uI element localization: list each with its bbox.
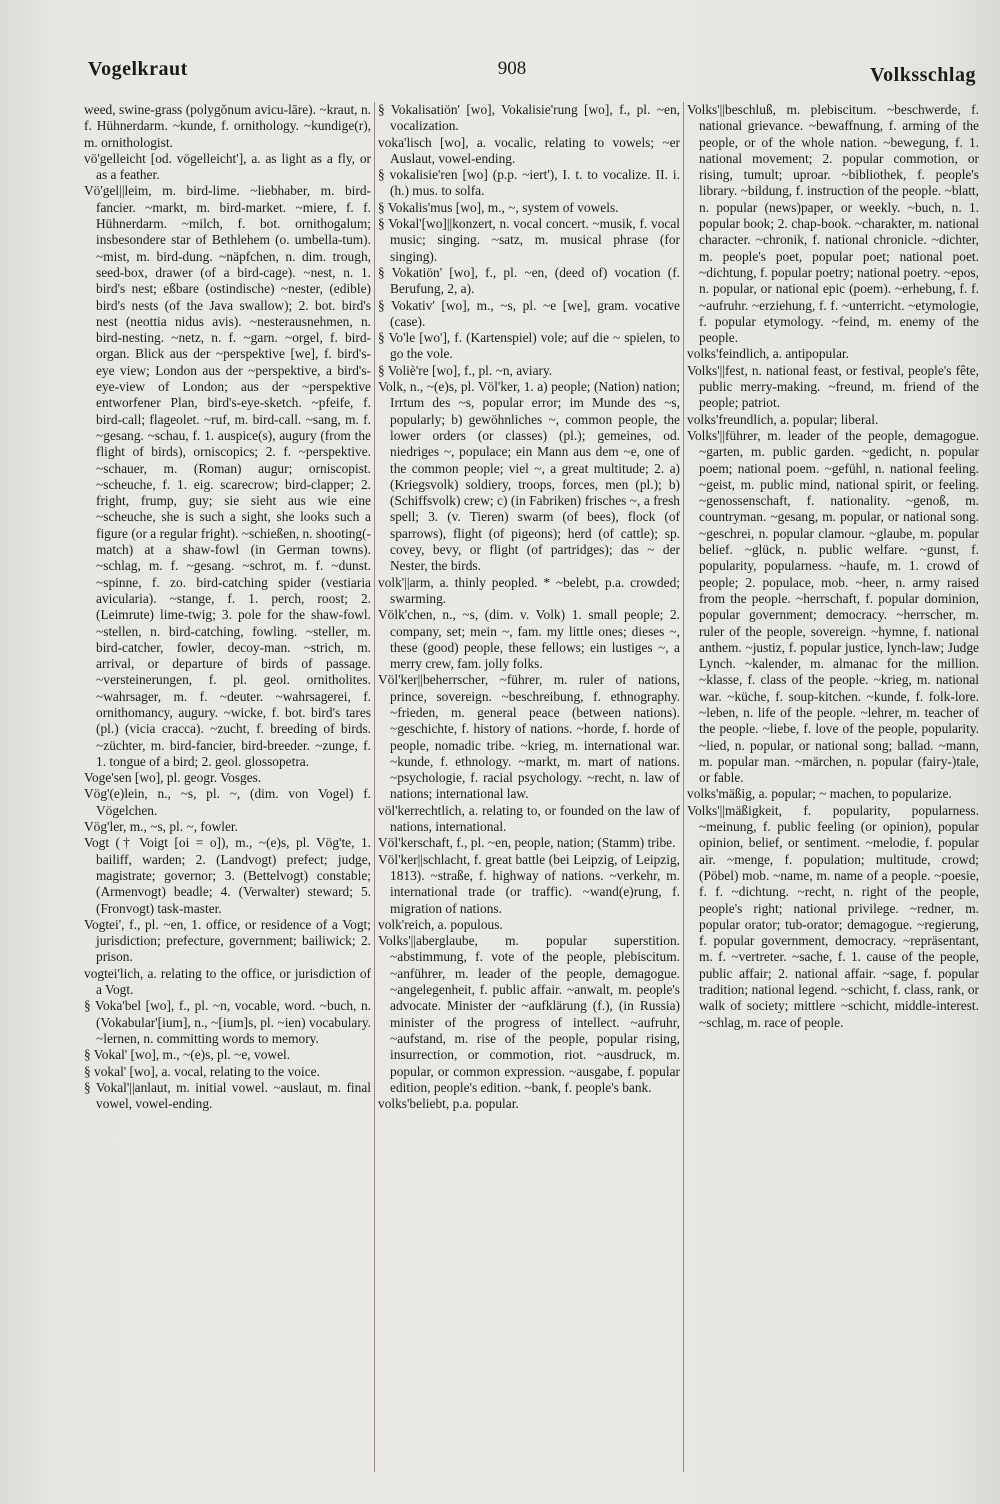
dictionary-entry: § Vokal'||anlaut, m. initial vowel. ~auslaut, m. final vowel, vowel-ending. [84, 1079, 371, 1112]
dictionary-entry: voka'lisch [wo], a. vocalic, relating to vowels; ~er Auslaut, vowel-ending. [378, 134, 680, 166]
dictionary-entry: volk'||arm, a. thinly peopled. * ~belebt, p.a. crowded; swarming. [378, 574, 680, 606]
running-head-right: Volksschlag [870, 64, 976, 86]
dictionary-entry: Vög'ler, m., ~s, pl. ~, fowler. [84, 819, 238, 835]
dictionary-entry: Vogtei', f., pl. ~en, 1. office, or residence of a Vogt; jurisdiction; prefecture, government; bailiwick; 2. prison. [84, 916, 371, 965]
dictionary-entry: volks'beliebt, p.a. popular. [378, 1096, 519, 1112]
page-number: 908 [497, 58, 527, 79]
dictionary-entry: volks'freundlich, a. popular; liberal. [687, 411, 879, 427]
dictionary-entry: § Vokal'[wo]||konzert, n. vocal concert. ~musik, f. vocal music; singing. ~satz, m. musical phrase (for singing). [378, 216, 680, 264]
dictionary-entry: Vö'gel||leim, m. bird-lime. ~liebhaber, m. bird-fancier. ~markt, m. bird-market. ~miere, f. f. Hühnerdarm. ~milch, f. bot. ornithogalum; insbesondere star of Bethlehem (o. umbella-tum). ~mist, m. bird-dung. ~näpfchen, n. dim. trough, seed-box, drawer (of a bird-cage). ~nest, n. 1. bird's nest; eßbare (ostindische) ~nester, (edible) bird's nests (of the Java swallow); 2. bot. bird's nest (neottia nidus avis). ~nesterausnehmen, n. bird-nesting. ~netz, n. f. ~garn. ~orgel, f. bird-organ. Blick aus der ~perspektive [we], f. bird's-eye view; London aus der ~perspektive, a bird's-eye-view of London; aus der ~perspektive entworfener Plan, bird's-eye-sketch. ~pfeife, f. bird-call; flageolet. ~ruf, m. bird-call. ~sang, m. f. ~gesang. ~schau, f. 1. auspice(s), augury (from the flight of birds), orniscopics; 2. f. ~perspektive. ~schauer, m. (Roman) augur; orniscopist. ~scheuche, f. 1. eig. scarecrow; bird-clapper; 2. fright, frump, guy; sie sieht aus wie eine ~scheuche, she is such a sight, she looks such a figure (or a regular fright). ~schießen, n. shooting(-match) at a shaw-fowl (in German towns). ~schlag, m. f. ~gesang. ~schrot, m. f. ~dunst. ~spinne, f. zo. bird-catching spider (vestiaria avicularia). ~stange, f. 1. perch, roost; 2. (Leimrute) lime-twig; 3. pole for the shaw-fowl. ~stellen, n. bird-catching, fowling. ~steller, m. bird-catcher, fowler, decoy-man. ~strich, m. arrival, or departure of birds of passage. ~versteinerungen, f. pl. geol. ornitholites. ~wahrsager, m. f. ~deuter. ~wahrsagerei, f. ornithomancy, augury. ~wicke, f. bot. bird's tares (pl.) (vicia cracca). ~zucht, f. breeding of birds. ~züchter, m. bird-fancier, bird-breeder. ~zunge, f. 1. tongue of a bird; 2. geol. glossopetra. [84, 183, 371, 769]
dictionary-entry: § Voliè're [wo], f., pl. ~n, aviary. [378, 362, 553, 378]
column-1 [84, 102, 371, 1472]
dictionary-entry: § Vokal' [wo], m., ~(e)s, pl. ~e, vowel. [84, 1047, 291, 1063]
dictionary-entry: § Vokalisatiön' [wo], Vokalisie'rung [wo], f., pl. ~en, vocalization. [378, 102, 680, 134]
dictionary-entry: Vög'(e)lein, n., ~s, pl. ~, (dim. von Vogel) f. Vögelchen. [84, 786, 371, 818]
dictionary-entry: Völ'ker||schlacht, f. great battle (bei Leipzig, of Leipzig, 1813). ~straße, f. highway of nations. ~verkehr, m. international trade (or traffic). ~wand(e)rung, f. migration of nations. [378, 851, 680, 916]
dictionary-entry: Völk'chen, n., ~s, (dim. v. Volk) 1. small people; 2. company, set; mein ~, fam. my little ones; dieses ~, these (good) people, these fellows; ein lustiges ~, a merry crew, fam. jolly folks. [378, 607, 680, 672]
dictionary-entry: Völ'ker||beherrscher, ~führer, m. ruler of nations, prince, sovereign. ~beschreibung, f. ethnography. ~frieden, m. general peace (between nations). ~geschichte, f. history of nations. ~horde, f. horde of people, nomadic tribe. ~krieg, m. international war. ~kunde, f. ethnology. ~markt, m. mart of nations. ~psychologie, f. racial psychology. ~recht, n. law of nations; international law. [378, 672, 680, 802]
column-divider [683, 102, 684, 1472]
column-divider [374, 102, 375, 1472]
running-head-left: Vogelkraut [88, 58, 188, 80]
dictionary-entry: völ'kerrechtlich, a. relating to, or founded on the law of nations, international. [378, 802, 680, 835]
dictionary-entry: vogtei'lich, a. relating to the office, or jurisdiction of a Vogt. [84, 965, 371, 998]
column-3 [687, 102, 979, 1472]
column-2 [378, 102, 680, 1472]
dictionary-entry: Volks'||beschluß, m. plebiscitum. ~beschwerde, f. national grievance. ~bewaffnung, f. arming of the people, or of the whole nation. ~bewegung, f. 1. national movement; 2. popular commotion, or rising, tumult; uproar. ~bibliothek, f. people's library. ~bildung, f. instruction of the people. ~blatt, n. popular (news)paper, or weekly. ~buch, n. 1. popular book; 2. chap-book. ~charakter, m. national character. ~chronik, f. national chronicle. ~dichter, m. people's poet, popular poet; national poet. ~dichtung, f. popular poetry; national poetry. ~epos, n. popular, or national epic (poem). ~erhebung, f. f. ~aufruhr. ~erziehung, f. f. ~unterricht. ~etymologie, f. popular etymology. ~feind, m. enemy of the people. [687, 102, 979, 346]
dictionary-entry: volks'feindlich, a. antipopular. [687, 346, 849, 362]
dictionary-entry: § Vo'le [wo'], f. (Kartenspiel) vole; auf die ~ spielen, to go the vole. [378, 330, 680, 362]
dictionary-entry: Volks'||fest, n. national feast, or festival, people's fête, public merry-making. ~freund, m. friend of the people; patriot. [687, 362, 979, 411]
dictionary-entry: Volk, n., ~(e)s, pl. Völ'ker, 1. a) people; (Nation) nation; Irrtum des ~s, popular error; im Munde des ~s, popularly; b) gewöhnliches ~, common people, the lower orders (or classes) (pl.); gemeines, od. niedriges ~, populace; ein Mann aus dem ~e, one of the common people; viel ~, a great multitude; 2. a) (Kriegsvolk) soldiery, troops, forces, men (pl.); b) (Schiffsvolk) crew; c) (in Fabriken) frisches ~, a fresh spell; 3. (v. Tieren) swarm (of bees), flock (of sparrows), flight (of pigeons); herd (of cattle); sp. covey, bevy, or flight (of partridges); das ~ der Nester, the birds. [378, 379, 680, 574]
dictionary-entry: § Vokalis'mus [wo], m., ~, system of vowels. [378, 199, 619, 215]
dictionary-entry: § Vokatiön' [wo], f., pl. ~en, (deed of) vocation (f. Berufung, 2, a). [378, 264, 680, 297]
dictionary-entry: Volks'||aberglaube, m. popular superstition. ~abstimmung, f. vote of the people, plebiscitum. ~anführer, m. leader of the people, demagogue. ~angelegenheit, f. public affair. ~anwalt, m. people's advocate. Minister der ~aufklärung (f.), (in Russia) minister of the progress of intellect. ~aufruhr, ~aufstand, m. rise of the people, popular rising, insurrection, or commotion, riot. ~ausdruck, m. popular, or common expression. ~ausgabe, f. popular edition, people's edition. ~bank, f. people's bank. [378, 933, 680, 1095]
dictionary-entry: Völ'kerschaft, f., pl. ~en, people, nation; (Stamm) tribe. [378, 835, 676, 851]
dictionary-entry: volks'mäßig, a. popular; ~ machen, to popularize. [687, 786, 952, 802]
dictionary-entry: Volks'||führer, m. leader of the people, demagogue. ~garten, m. public garden. ~gedicht, n. popular poem; national poem. ~gefühl, n. national feeling. ~geist, m. public mind, national spirit, or feeling. ~genossenschaft, f. nationality. ~genoß, m. countryman. ~gesang, m. popular, or national song. ~geschrei, n. popular clamour. ~glaube, m. popular belief. ~glück, n. public welfare. ~gunst, f. popularity, popularness. ~haufe, m. 1. crowd of people; 2. populace, mob. ~heer, n. army raised from the people. ~herrschaft, f. popular dominion, popular government; democracy. ~herrscher, m. ruler of the people, sovereign. ~hymne, f. national anthem. ~justiz, f. popular justice, lynch-law; Judge Lynch. ~kalender, m. almanac for the million. ~klasse, f. class of the people. ~krieg, m. national war. ~küche, f. soup-kitchen. ~kunde, f. folk-lore. ~leben, n. life of the people. ~lehrer, m. teacher of the people. ~liebe, f. love of the people, popularity. ~lied, n. popular, or national song; ballad. ~mann, m. popular man. ~märchen, n. popular (fairy-)tale, or fable. [687, 427, 979, 786]
dictionary-entry: Vogt († Voigt [oi = o]), m., ~(e)s, pl. Vög'te, 1. bailiff, warden; 2. (Landvogt) prefect; judge, magistrate; governor; 3. (Bettelvogt) constable; (Armenvogt) beadle; 4. (Verwalter) steward; 5. (Fronvogt) task-master. [84, 835, 371, 916]
dictionary-entry: § Vokativ' [wo], m., ~s, pl. ~e [we], gram. vocative (case). [378, 297, 680, 329]
dictionary-entry: § vokalisie'ren [wo] (p.p. ~iert'), I. t. to vocalize. II. i. (h.) mus. to solfa. [378, 167, 680, 199]
dictionary-entry: volk'reich, a. populous. [378, 916, 503, 932]
dictionary-entry: Volks'||mäßigkeit, f. popularity, popularness. ~meinung, f. public feeling (or opinion), popular opinion, belief, or sentiment. ~melodie, f. popular air. ~menge, f. population; multitude, crowd; (Pöbel) mob. ~name, m. name of a people. ~poesie, f. f. ~dichtung. ~recht, n. right of the people, people's right; national privilege. ~redner, m. popular orator; tub-orator; demagogue. ~regierung, f. popular government, democracy. ~repräsentant, m. f. ~vertreter. ~sache, f. 1. cause of the people, public affair; 2. national affair. ~sage, f. popular tradition; national legend. ~schicht, f. class, rank, or walk of society; mittlere ~schicht, middle-interest. ~schlag, m. race of people. [687, 802, 979, 1030]
dictionary-entry: § vokal' [wo], a. vocal, relating to the voice. [84, 1063, 320, 1079]
dictionary-entry: vö'gelleicht [od. vögelleicht'], a. as light as a fly, or as a feather. [84, 150, 371, 183]
dictionary-entry: weed, swine-grass (polygŏnum avicu-lāre). ~kraut, n. f. Hühnerdarm. ~kunde, f. ornithology. ~kundige(r), m. ornithologist. [84, 102, 371, 150]
text-columns [84, 102, 979, 1472]
dictionary-entry: Voge'sen [wo], pl. geogr. Vosges. [84, 770, 262, 786]
dictionary-entry: § Voka'bel [wo], f., pl. ~n, vocable, word. ~buch, n. (Vokabular'[ium], n., ~[ium]s, pl. ~ien) vocabulary. ~lernen, n. committing words to memory. [84, 998, 371, 1046]
page-header [88, 58, 976, 90]
